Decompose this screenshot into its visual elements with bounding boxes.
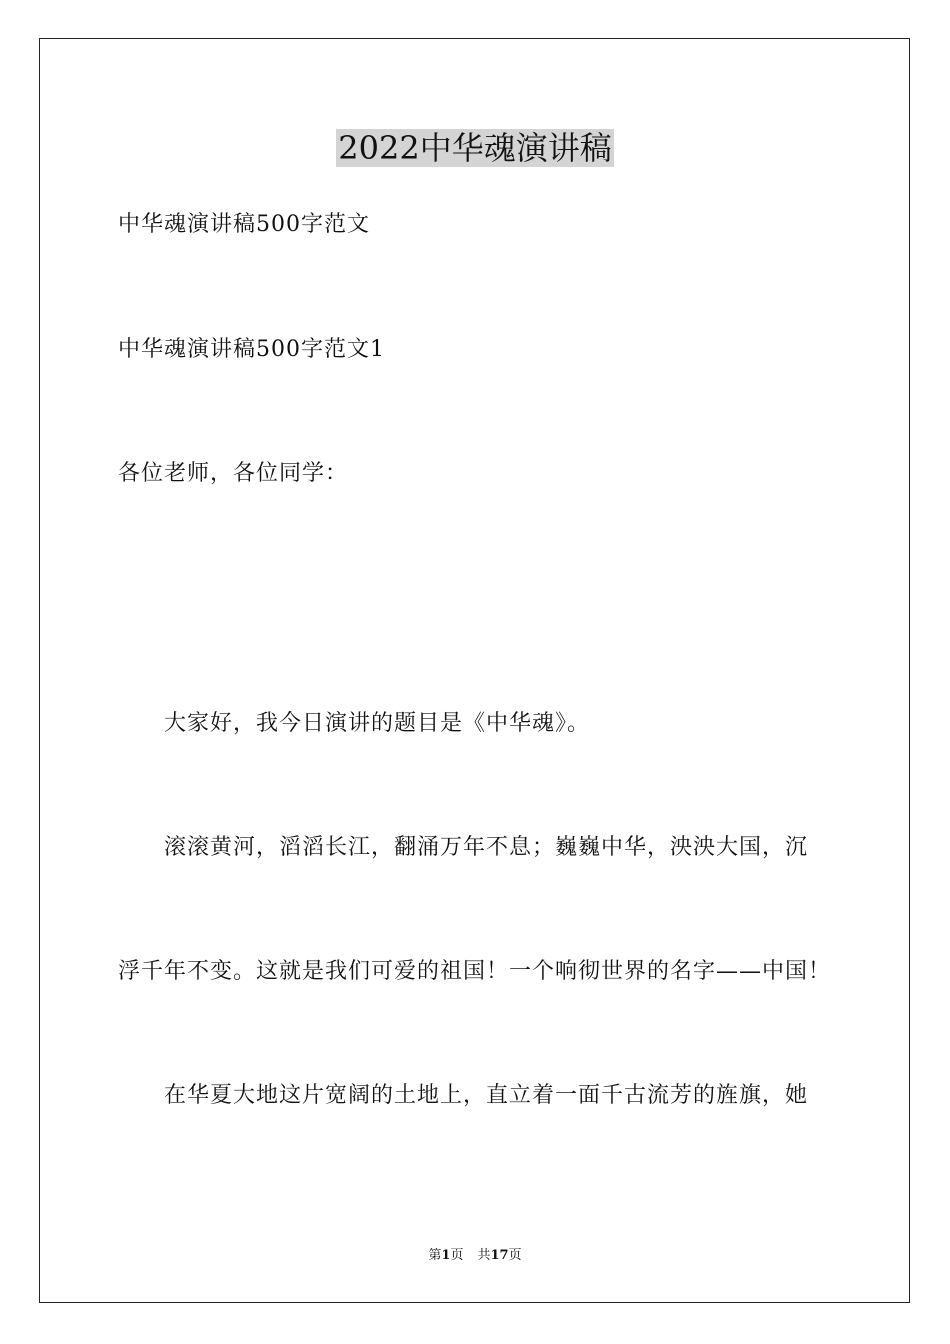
footer-total-pages: 17 (490, 1248, 509, 1263)
footer-page-prefix: 第 (428, 1248, 442, 1263)
footer-total-prefix: 共 (477, 1248, 491, 1263)
paragraph-line: 滚滚黄河，滔滔长江，翻涌万年不息；巍巍中华，泱泱大国，沉 (164, 835, 809, 860)
section-heading: 中华魂演讲稿500字范文1 (118, 337, 385, 362)
paragraph-line: 浮千年不变。这就是我们可爱的祖国！一个响彻世界的名字——中国！ (118, 959, 832, 984)
salutation: 各位老师，各位同学： (118, 461, 349, 486)
subtitle-line: 中华魂演讲稿500字范文 (118, 212, 370, 237)
footer-page-number: 1 (441, 1248, 451, 1263)
document-title (0, 128, 950, 168)
page-footer (0, 1247, 950, 1265)
paragraph-line: 大家好，我今日演讲的题目是《中华魂》。 (164, 711, 591, 736)
footer-total-suffix: 页 (508, 1248, 522, 1263)
title-text: 2022中华魂演讲稿 (338, 129, 612, 167)
paragraph-line: 在华夏大地这片宽阔的土地上，直立着一面千古流芳的旌旗，她 (164, 1083, 809, 1108)
footer-page-suffix: 页 (450, 1248, 464, 1263)
